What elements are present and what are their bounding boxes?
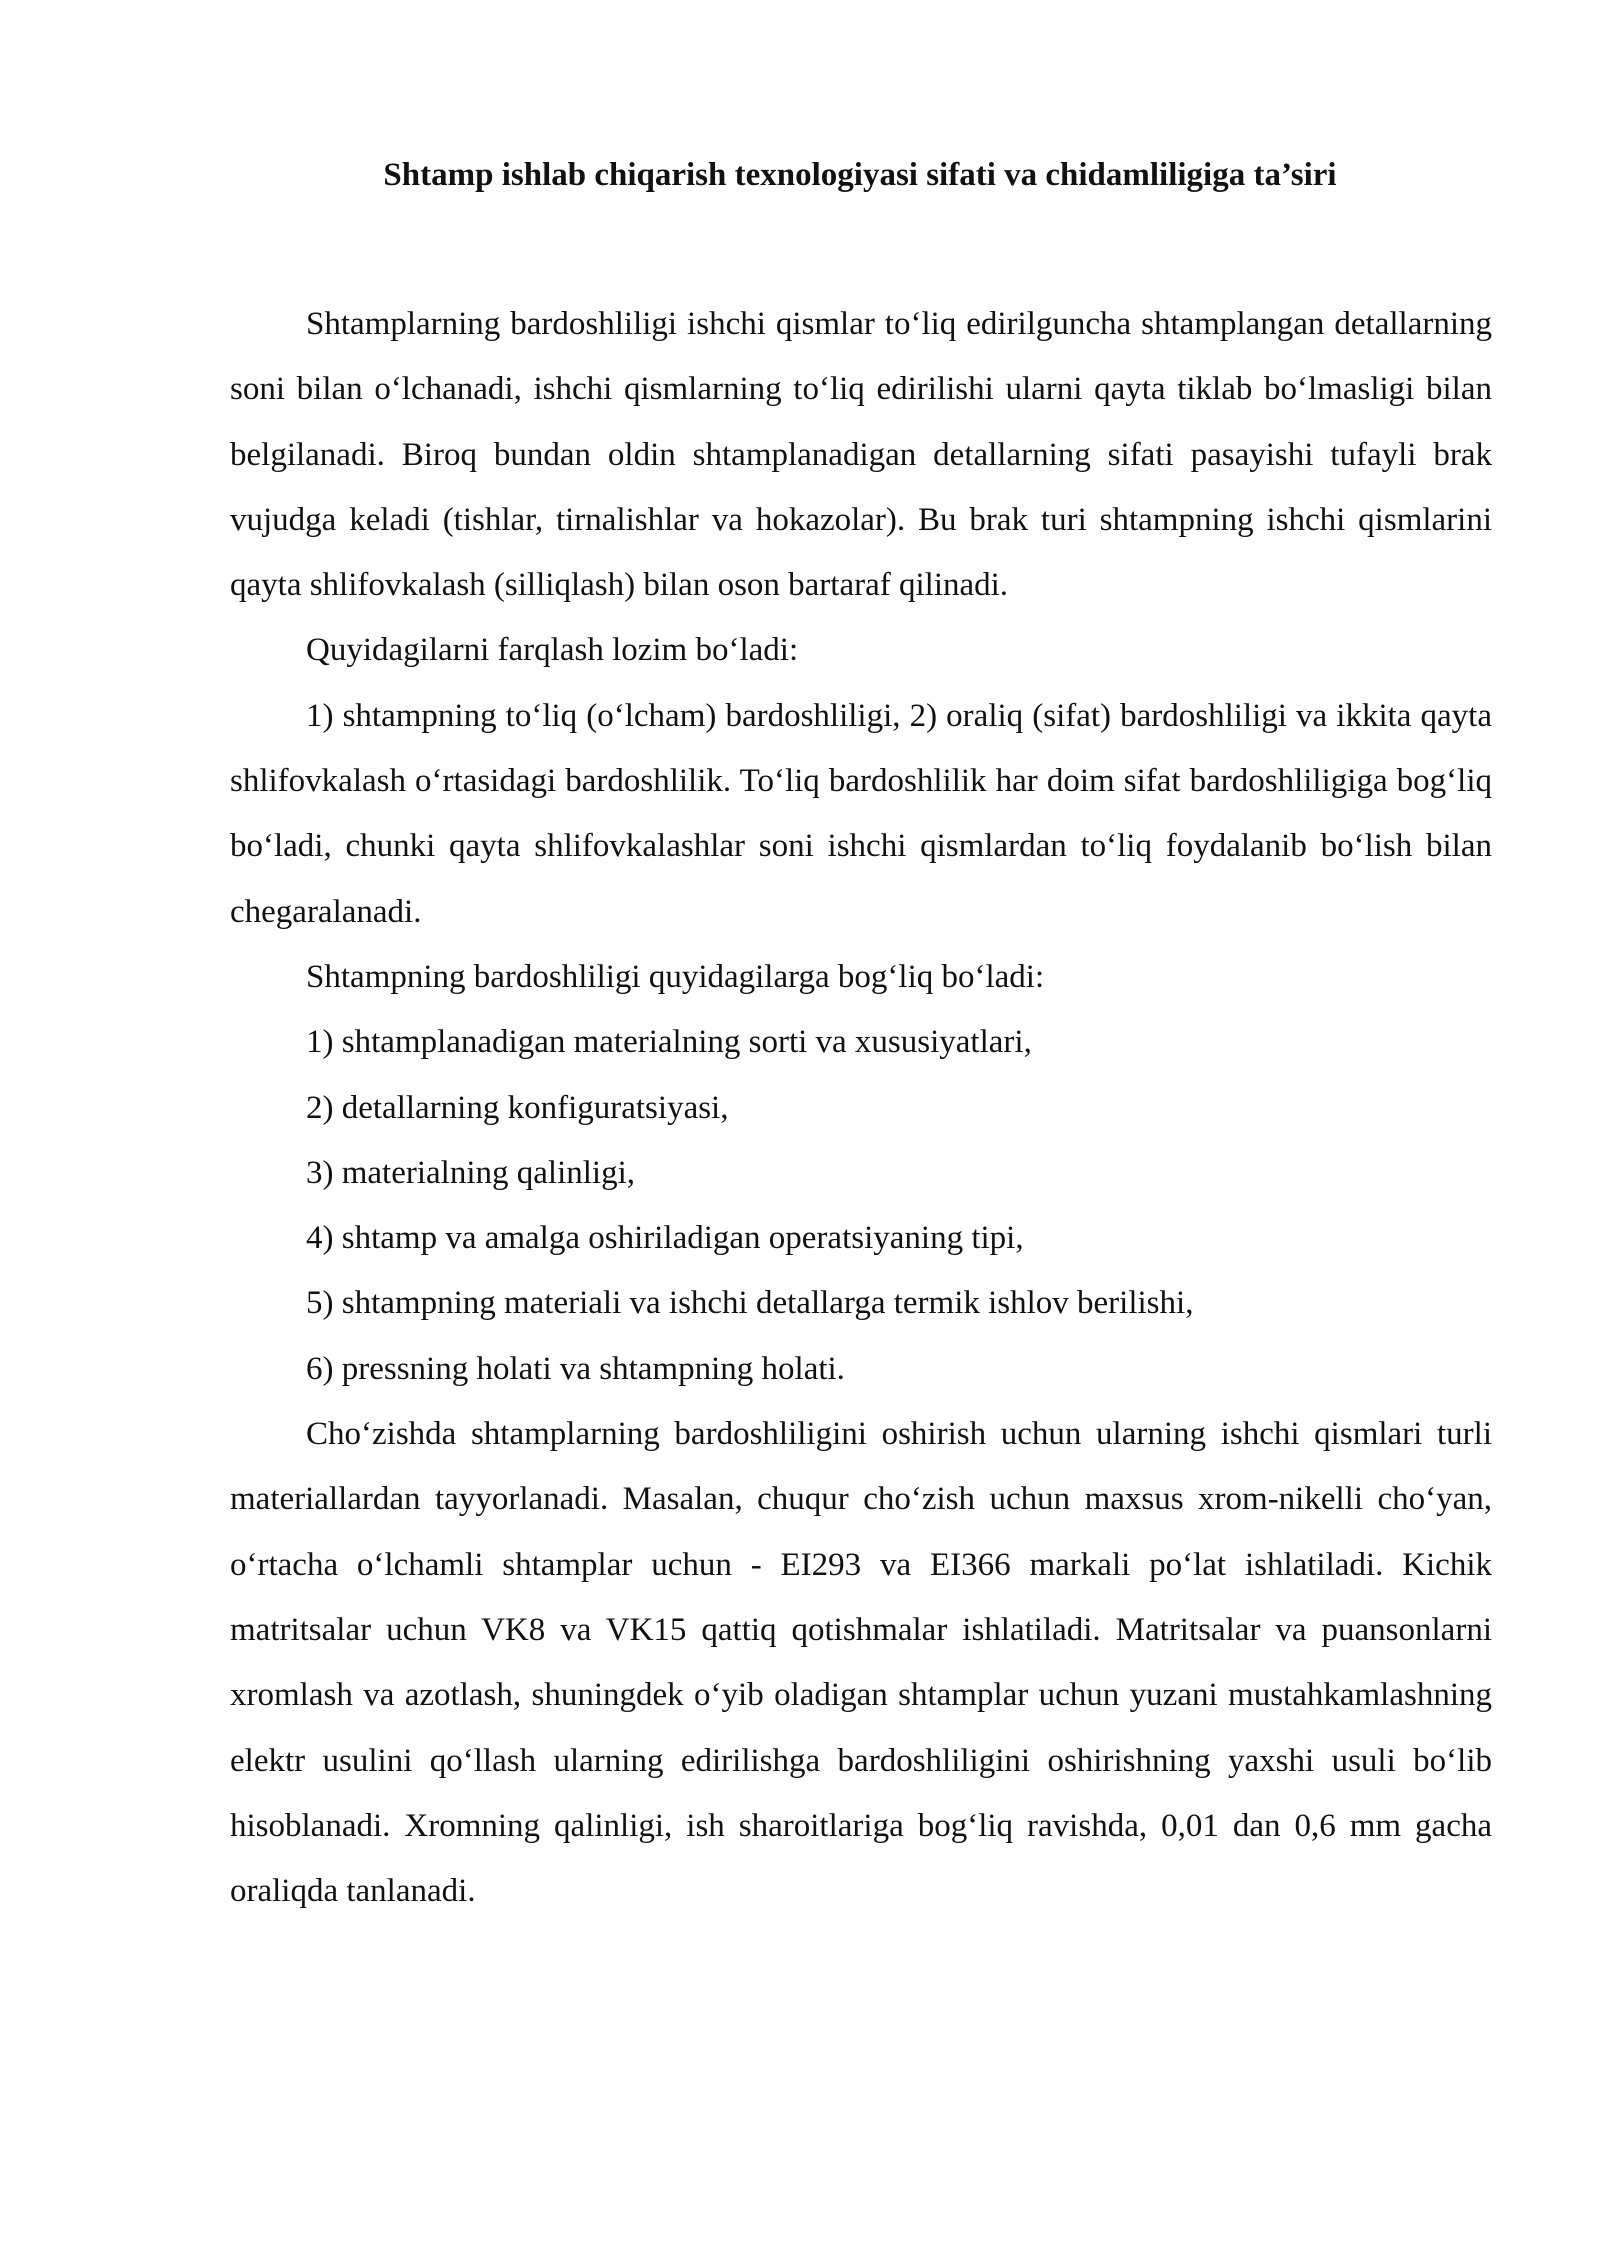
list-item-3: 3) materialning qalinligi, — [306, 1154, 636, 1191]
list-item-4: 4) shtamp va amalga oshiriladigan operatsiyaning tipi, — [306, 1220, 1024, 1257]
list-item-5: 5) shtampning materiali va ishchi detallarga termik ishlov berilishi, — [306, 1285, 1194, 1322]
document-body — [230, 292, 1492, 1924]
paragraph-intro: Shtamplarning bardoshliligi ishchi qismlar to‘liq edirilguncha shtamplangan detallarning soni bilan o‘lchanadi, ishchi qismlarning to‘liq edirilishi ularni qayta tiklab bo‘lmasligi bilan belgilanadi. Biroq bundan oldin shtamplanadigan detallarning sifati pasayishi tufayli brak vujudga keladi (tishlar, tirnalishlar va hokazolar). Bu brak turi shtampning ishchi qismlarini qayta shlifovkalash (silliqlash) bilan oson bartaraf qilinadi. — [230, 306, 1492, 604]
paragraph-dependencies-intro: Shtampning bardoshliligi quyidagilarga bog‘liq bo‘ladi: — [306, 958, 1045, 995]
paragraph-distinguish-intro: Quyidagilarni farqlash lozim bo‘ladi: — [306, 632, 799, 669]
paragraph-durability-types: 1) shtampning to‘liq (o‘lcham) bardoshliligi, 2) oraliq (sifat) bardoshliligi va ikkita qayta shlifovkalash o‘rtasidagi bardoshlilik. To‘liq bardoshlilik har doim sifat bardoshliligiga bog‘liq bo‘ladi, chunki qayta shlifovkalashlar soni ishchi qismlardan to‘liq foydalanib bo‘lish bilan chegaralanadi. — [230, 697, 1492, 930]
list-item-2: 2) detallarning konfiguratsiyasi, — [306, 1089, 729, 1126]
document-title: Shtamp ishlab chiqarish texnologiyasi sifati va chidamliligiga ta’siri — [383, 157, 1337, 193]
paragraph-materials: Cho‘zishda shtamplarning bardoshliligini oshirish uchun ularning ishchi qismlari turli materiallardan tayyorlanadi. Masalan, chuqur cho‘zish uchun maxsus xrom-nikelli cho‘yan, o‘rtacha o‘lchamli shtamplar uchun - EI293 va EI366 markali po‘lat ishlatiladi. Kichik matritsalar uchun VK8 va VK15 qattiq qotishmalar ishlatiladi. Matritsalar va puansonlarni xromlash va azotlash, shuningdek o‘yib oladigan shtamplar uchun yuzani mustahkamlashning elektr usulini qo‘llash ularning edirilishga bardoshliligini oshirishning yaxshi usuli bo‘lib hisoblanadi. Xromning qalinligi, ish sharoitlariga bog‘liq ravishda, 0,01 dan 0,6 mm gacha oraliqda tanlanadi. — [230, 1416, 1492, 1910]
list-item-6: 6) pressning holati va shtampning holati. — [306, 1350, 845, 1387]
list-item-1: 1) shtamplanadigan materialning sorti va xususiyatlari, — [306, 1024, 1032, 1061]
